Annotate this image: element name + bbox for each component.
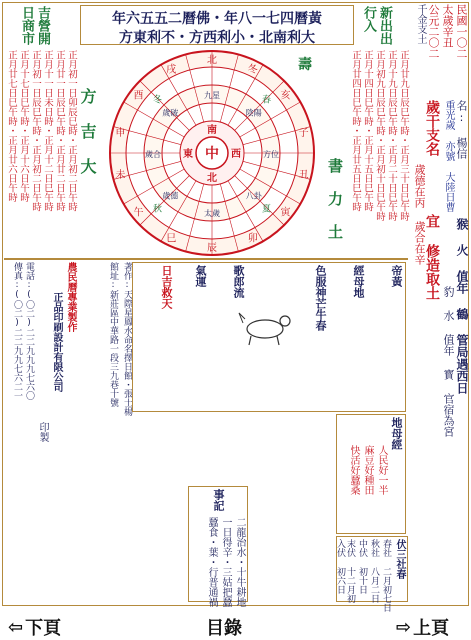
- summary-1: 二龍治水・十牛耕地: [234, 517, 245, 607]
- left-col-6: 正月初一日卯辰巳時・正月初二日午時: [66, 50, 77, 212]
- summary-3: 蠶食・葉・行普通禍: [206, 517, 217, 607]
- left-col-5: 正月廿一日辰巳午時・正月廿二日午時: [54, 50, 65, 212]
- date-2: 秋社 八月二日: [369, 539, 379, 603]
- date-3: 中伏 初十日: [357, 539, 367, 594]
- index-label: 目錄: [206, 618, 242, 639]
- table-header-3: 色服神芒牛春: [314, 265, 327, 331]
- right-col-5: 正月廿九日辰巳午時・正月三十日巳午時: [398, 50, 409, 221]
- next-page-label: 上頁: [413, 618, 450, 639]
- wheel-outer-tag: 卯: [247, 233, 258, 245]
- wheel-cardinal: 東: [183, 149, 193, 160]
- wheel-season: 夏: [261, 204, 271, 215]
- left-col-1: 正月廿七日巳午時・正月廿六日午時: [6, 50, 17, 202]
- header-right-block: [352, 6, 392, 50]
- year-info-panel: [410, 4, 469, 437]
- wheel-outer-tag: 戌: [166, 64, 177, 76]
- publisher-name: 農民曆專業製作: [65, 262, 76, 332]
- fu-label: 伏三社春: [394, 539, 405, 579]
- fu-she-box: [335, 536, 408, 612]
- date-1: 春社 二月初七日: [381, 539, 391, 612]
- year-label-1: 民國一〇二: [455, 4, 468, 59]
- year-label-2: 太歲辛丑: [441, 4, 454, 48]
- right-col-3: 正月初九日辰巳午時・正月初十日巳午時: [374, 50, 385, 221]
- table-header-5: 氣運: [194, 265, 207, 287]
- table-header-4: 歌郎流: [232, 265, 245, 298]
- arrow-left-icon: ⇦: [8, 616, 24, 638]
- arrow-right-icon: ⇨: [396, 616, 412, 638]
- editor-address: 館址:新莊區中華路一段三九巷十號: [108, 262, 118, 407]
- wheel-svg: [76, 48, 348, 258]
- left-col-4: 正月十一日未日時・正月十二日巳午時: [42, 50, 53, 212]
- wheel-season: 冬: [153, 95, 163, 106]
- fortune-text: 歲德在丙 歲合在辛: [413, 164, 426, 265]
- suit-text: 宜 修造取土: [424, 214, 440, 300]
- h-divider: [4, 258, 408, 260]
- year-label-3: 公元二〇二: [427, 4, 440, 59]
- wheel-top-label: 壽: [298, 57, 312, 73]
- wheel-outer-tag: 亥: [280, 90, 291, 102]
- mother-line-2: 麻豆好種田: [362, 445, 373, 495]
- wheel-left-label: 方 吉 大: [78, 88, 97, 174]
- print-label: 印製: [37, 422, 48, 442]
- wheel-ring-word: 九星: [204, 91, 220, 100]
- wheel-outer-tag: 丑: [298, 169, 309, 181]
- wheel-season: 秋: [153, 204, 163, 215]
- fax: 傳真:(〇二)二二九九七六二一: [12, 262, 22, 400]
- sui-extra: 重光歲 亦號 大陸日曹: [443, 100, 454, 212]
- right-col-1: 正月廿四日巳午時・正月廿五日巳午時: [350, 50, 361, 212]
- wheel-outer-tag: 午: [133, 207, 144, 219]
- left-col-3: 正月初一日辰巳午時・正月初二日午時: [30, 50, 41, 212]
- wheel-ring-word: 方位: [263, 150, 279, 159]
- wheel-outer-tag: 申: [115, 128, 126, 140]
- wheel-ring-word: 八卦: [245, 191, 262, 201]
- prev-page-label: 下頁: [25, 618, 62, 639]
- editor-block: [78, 262, 132, 602]
- phone: 電話:(〇二)二二九九九七六〇: [24, 262, 34, 400]
- wheel-ring-word: 歲合: [145, 150, 161, 159]
- summary-box: [188, 486, 248, 607]
- publisher-block: [6, 262, 76, 602]
- wheel-outer-tag: 北: [207, 55, 217, 66]
- sui-name: 名: 楊信: [455, 100, 468, 159]
- wheel-cardinal: 西: [231, 149, 241, 160]
- duty-text-2: 豹 水 值年 寳 官宿為宮: [442, 286, 455, 437]
- left-col-2: 正月十七日巳午時・正月十六日午時: [18, 50, 29, 202]
- wheel-outer-tag: 酉: [133, 90, 144, 102]
- table-header-2: 經母地: [352, 265, 365, 298]
- header-left-block: [6, 6, 50, 50]
- date-5: 入伏 初六日: [335, 539, 345, 594]
- prev-page-button[interactable]: [8, 614, 61, 640]
- header-left-title2: 日商市: [19, 6, 34, 45]
- farming-title: 事記: [212, 489, 225, 511]
- wheel-center-char: 中: [205, 146, 219, 162]
- date-4: 末伏 十二月初: [345, 539, 355, 603]
- wheel-ring-word: 歲德: [162, 191, 179, 201]
- header-right-title2: 行入: [361, 6, 376, 32]
- wheel-cardinal: 北: [207, 173, 217, 184]
- header-banner: [80, 5, 354, 45]
- wheel-outer-tag: 冬: [247, 64, 258, 76]
- sui-title: 歲干支名: [424, 100, 440, 156]
- printer-name: 正品印刷設計有限公司: [51, 292, 62, 392]
- table-header-6: 日吉救天: [160, 265, 173, 309]
- wheel-season: 春: [261, 95, 271, 106]
- wheel-outer-tag: 辰: [207, 243, 217, 254]
- mother-line-3: 快活好蠶桑: [348, 445, 359, 495]
- mother-earth-title: 地母經: [390, 417, 403, 450]
- header-left-title: 吉營開: [35, 6, 50, 45]
- right-auspicious-times: [350, 50, 410, 258]
- wheel-outer-tag: 寅: [280, 207, 291, 219]
- wheel-outer-tag: 未: [115, 169, 126, 181]
- wheel-ring-word: 太歲: [204, 209, 220, 218]
- summary-2: 一日得辛・三姑把蠶: [220, 517, 231, 607]
- right-col-2: 正月十四日巳午時・正月十五日巳午時: [362, 50, 373, 212]
- wheel-ring-word: 陰陽: [245, 108, 262, 118]
- wheel-cardinal: 南: [207, 125, 217, 136]
- banner-top-text: 黃曆四七一八年・佛曆二五五六年: [112, 11, 322, 27]
- wheel-outer-tag: 巳: [166, 233, 177, 245]
- almanac-table: [132, 262, 406, 412]
- table-header-1: 帝黃: [390, 265, 403, 287]
- duty-text: 猴 火 值年 鶴 管局遇西日: [455, 218, 469, 394]
- wheel-right-label: 書 力 土: [326, 158, 344, 239]
- left-auspicious-times: [6, 50, 77, 258]
- next-page-button[interactable]: [396, 614, 449, 640]
- banner-bottom-text: 大利南北・小利西方・不利東方: [119, 30, 315, 46]
- wheel-ring-word: 歲破: [162, 108, 179, 118]
- editor-name: 著作:天際星鳳水命名擇日館・張士楊: [122, 262, 132, 416]
- index-button[interactable]: [206, 614, 242, 640]
- bottom-nav: [0, 608, 471, 640]
- spring-cow-drawing: [237, 303, 297, 347]
- ganzhi-year: 千金支土: [415, 4, 426, 44]
- mother-line-1: 人民好一半: [376, 445, 387, 495]
- mother-earth-box: [336, 414, 406, 534]
- direction-wheel: [76, 48, 348, 258]
- right-col-4: 正月十九日辰巳午時・正月二十日巳午時: [386, 50, 397, 221]
- header-right-title: 新出出: [377, 6, 392, 45]
- wheel-outer-tag: 子: [298, 128, 309, 140]
